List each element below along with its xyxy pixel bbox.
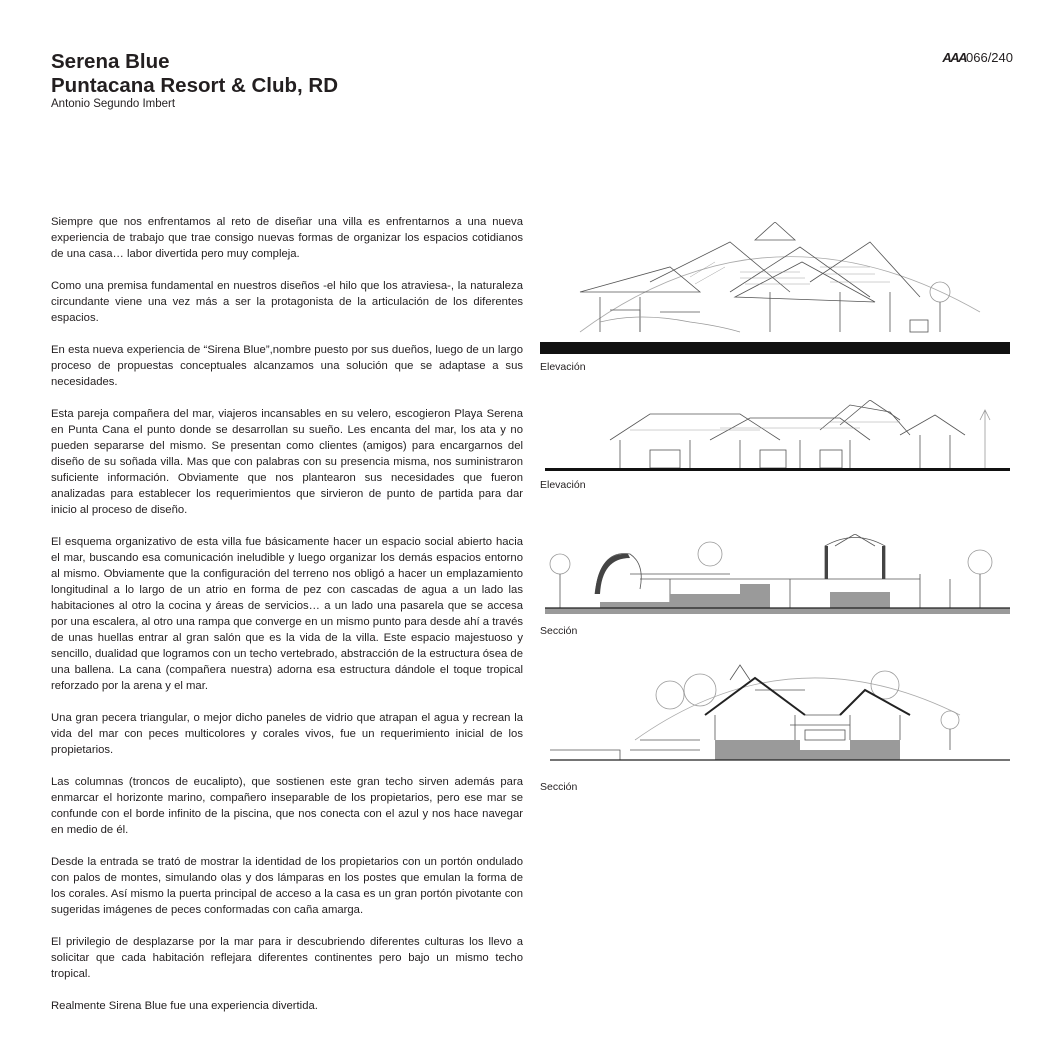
elevation-drawing-1 — [540, 222, 1014, 373]
paragraph: Las columnas (troncos de eucalipto), que sostienen este gran techo sirven además para enmarcar el horizonte marino, compañero inseparable de los propietarios, pero ese mar se confunde con el borde infinito de la piscina, que nos conecta con el azul y nos hace navegar en medio de él. — [51, 776, 523, 836]
figure-caption: Sección — [540, 781, 578, 793]
figure-caption: Sección — [540, 625, 578, 637]
paragraph: Una gran pecera triangular, o mejor dicho paneles de vidrio que atrapan el agua y recrean la vida del mar con peces multicolores y corales vivos, fue un requerimiento inicial de los propietarios. — [51, 712, 523, 756]
paragraph: Siempre que nos enfrentamos al reto de diseñar una villa es enfrentarnos a una nueva experiencia de trabajo que trae consigo nuevas formas de organizar los espacios cotidianos de una casa… labor divertida pero muy compleja. — [51, 216, 523, 260]
page-number-text: 066/240 — [966, 50, 1013, 65]
paragraph: El privilegio de desplazarse por la mar para ir descubriendo diferentes culturas los llevo a solicitar que cada habitación reflejara diferentes continentes pero bajo un mismo techo tropical. — [51, 936, 523, 980]
author-name: Antonio Segundo Imbert — [51, 98, 176, 110]
paragraph: El esquema organizativo de esta villa fue básicamente hacer un espacio social abierto hacia el mar, buscando esa comunicación ineludible y luego organizar los demás espacios entorno al mismo. Obviamente que la configuración del terreno nos obligó a hacer un emplazamiento longitudinal a lo largo de un atrio en forma de pez con cascadas de agua a un lado las habitaciones al otro la cocina y áreas de servicios… a un lado una pasarela que se accesa por una escalera, al otro una rampa que converge en un mismo punto para desde ahí a través de unas huellas entrar al gran salón que es la vida de la villa. Este espacio majestuoso y sencillo, dualidad que logramos con un techo vertebrado, abstracción de la estructura ósea de una ballena. La cana (compañera nuestra) adorna esa estructura dándole el toque tropical reforzado por la arena y el mar. — [51, 536, 523, 692]
article-body — [51, 214, 523, 1030]
elevation-image-1 — [540, 222, 1014, 358]
figure-caption: Elevación — [540, 479, 586, 491]
ground-band — [540, 342, 1010, 354]
paragraph: En esta nueva experiencia de “Sirena Blue”,nombre puesto por sus dueños, luego de un largo proceso de propuestas conceptuales alcanzamos una solución que se adaptase a sus necesidades. — [51, 344, 523, 388]
section-image-2 — [540, 660, 1014, 778]
elevation-image-2 — [540, 400, 1014, 476]
title-line-1: Serena Blue — [51, 50, 170, 73]
paragraph: Como una premisa fundamental en nuestros diseños -el hilo que los atraviesa-, la naturaleza circundante viene una vez más a ser la protagonista de la articulación de los diferentes espacios. — [51, 280, 523, 324]
section-drawing-1 — [540, 534, 1014, 637]
elevation-drawing-2 — [540, 400, 1014, 491]
brand-logo: AAA — [942, 50, 966, 65]
paragraph: Desde la entrada se trató de mostrar la identidad de los propietarios con un portón ondulado con palos de montes, simulando olas y dos lámparas en los postes que emulan la forma de los corales. Así mismo la puerta principal de acceso a la casa es un gran portón pivotante con sugeridas imágenes de peces conformadas con caña amarga. — [51, 856, 523, 916]
page-title — [51, 50, 338, 98]
paragraph: Esta pareja compañera del mar, viajeros incansables en su velero, escogieron Playa Serena en Punta Cana el punto donde se desarrollan su sueño. Les encanta del mar, los ata y no pueden separarse del mismo. Se presentan como clientes (amigos) para encargarnos del diseño de su soñada villa. Mas que con palabras con su presencia misma, nos suministraron suficiente información. Obviamente que nos plantearon sus necesidades que fueron analizadas para establecer los requerimientos que sirvieron de punto de partida para dar inicio al proceso de diseño. — [51, 408, 523, 516]
title-line-2: Puntacana Resort & Club, RD — [51, 74, 339, 97]
figure-caption: Elevación — [540, 361, 586, 373]
paragraph: Realmente Sirena Blue fue una experiencia divertida. — [51, 1000, 318, 1012]
page-number — [942, 50, 1013, 65]
section-image-1 — [540, 534, 1014, 622]
section-drawing-2 — [540, 660, 1014, 793]
